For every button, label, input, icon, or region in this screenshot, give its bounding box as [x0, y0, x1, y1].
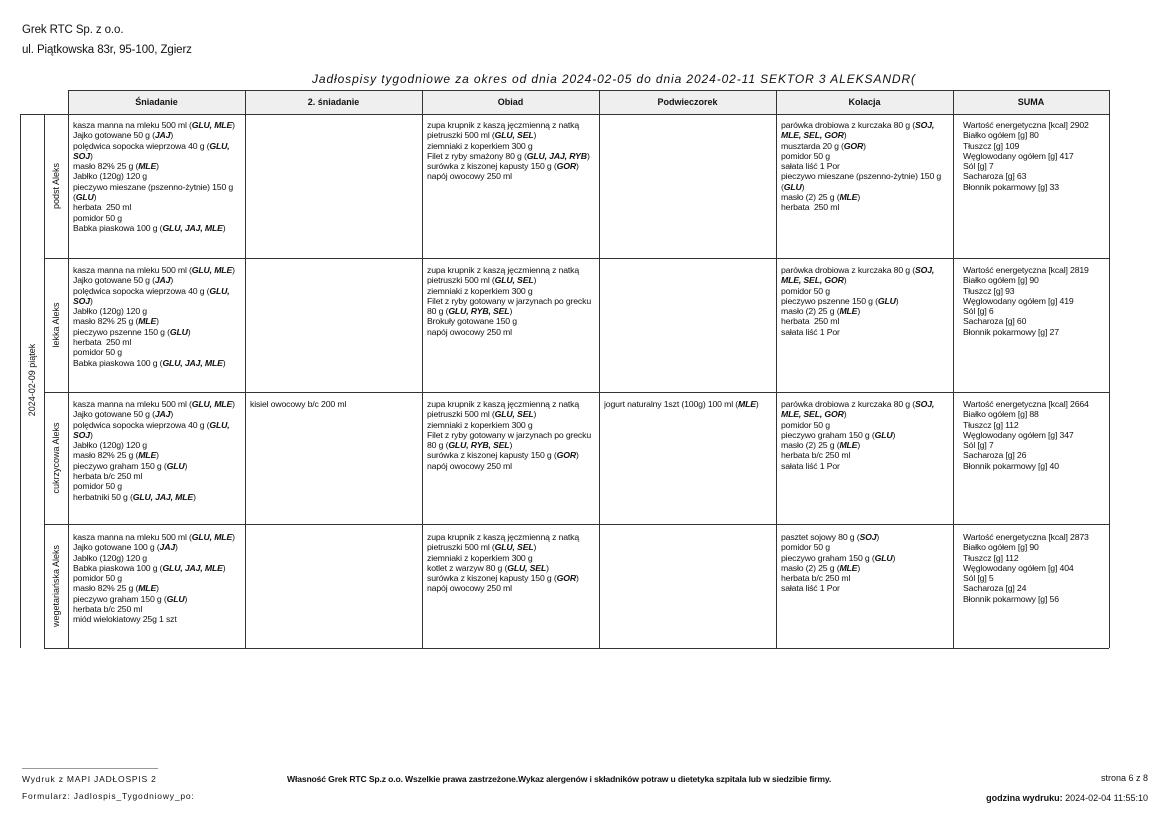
footer-divider [22, 768, 158, 769]
company-address: ul. Piątkowska 83r, 95-100, Zgierz [22, 44, 192, 56]
meal-cell-kolacja: parówka drobiowa z kurczaka 80 g (SOJ, MLE, SEL, GOR) musztarda 20 g (GOR) pomidor 50 g sałata liść 1 Por pieczywo mieszane (pszenno-żytnie) 150 g (GLU) masło (2) 25 g (MLE) herbata 250 ml [781, 120, 942, 213]
footer-form-name: Formularz: Jadlospis_Tygodniowy_po: [22, 791, 195, 801]
nutrition-summary: Wartość energetyczna [kcal] 2873 Białko ogółem [g] 90 Tłuszcz [g] 112 Węglowodany ogółem [g] 404 Sól [g] 5 Sacharoza [g] 24 Błonnik pokarmowy [g] 56 [963, 532, 1089, 604]
document-title: Jadłospisy tygodniowe za okres od dnia 2024-02-05 do dnia 2024-02-11 SEKTOR 3 ALEKSANDR( [312, 72, 916, 86]
meal-cell-kolacja: parówka drobiowa z kurczaka 80 g (SOJ, MLE, SEL, GOR) pomidor 50 g pieczywo pszenne 150 g (GLU) masło (2) 25 g (MLE) herbata 250 ml sałata liść 1 Por [781, 265, 937, 337]
col-header-suma: SUMA [953, 90, 1109, 114]
meal-cell-drugie [250, 120, 423, 258]
col-header-podwieczorek: Podwieczorek [599, 90, 776, 114]
meal-cell-obiad: zupa krupnik z kaszą jęczmienną z natką pietruszki 500 ml (GLU, SEL) ziemniaki z koperkiem 300 g kotlet z warzyw 80 g (GLU, SEL) surówka z kiszonej kapusty 150 g (GOR) napój owocowy 250 ml [427, 532, 582, 594]
meal-cell-sniadanie: kasza manna na mleku 500 ml (GLU, MLE) Jajko gotowane 50 g (JAJ) polędwica sopocka wieprzowa 40 g (GLU, SOJ) Jabłko (120g) 120 g masło 82% 25 g (MLE) pieczywo pszenne 150 g (GLU) herbata 250 ml pomidor 50 g Babka piaskowa 100 g (GLU, JAJ, MLE) [73, 265, 235, 368]
col-header-sniadanie: Śniadanie [68, 90, 245, 114]
diet-label: lekka Aleks [51, 302, 61, 348]
footer-print-source: Wydruk z MAPI JADŁOSPIS 2 [22, 774, 157, 784]
diet-label: wegetariańska Aleks [51, 544, 61, 628]
col-header-drugie-sniadanie: 2. śniadanie [245, 90, 422, 114]
meal-cell-drugie [250, 265, 423, 392]
meal-cell-podwieczorek [604, 120, 777, 258]
date-label: 2024-02-09 piątek [27, 343, 37, 417]
meal-cell-kolacja: parówka drobiowa z kurczaka 80 g (SOJ, MLE, SEL, GOR) pomidor 50 g pieczywo graham 150 g (GLU) masło (2) 25 g (MLE) herbata b/c 250 ml sałata liść 1 Por [781, 399, 937, 471]
meal-cell-obiad: zupa krupnik z kaszą jęczmienną z natką pietruszki 500 ml (GLU, SEL) ziemniaki z koperkiem 300 g Filet z ryby smażony 80 g (GLU, JAJ, RYB) surówka z kiszonej kapusty 150 g (GOR) napój owocowy 250 ml [427, 120, 590, 182]
nutrition-summary: Wartość energetyczna [kcal] 2819 Białko ogółem [g] 90 Tłuszcz [g] 93 Węglowodany ogółem [g] 419 Sól [g] 6 Sacharoza [g] 60 Błonnik pokarmowy [g] 27 [963, 265, 1089, 337]
meal-cell-podwieczorek: jogurt naturalny 1szt (100g) 100 ml (MLE) [604, 399, 759, 409]
print-time-value: 2024-02-04 11:55:10 [1065, 793, 1148, 803]
col-header-obiad: Obiad [422, 90, 599, 114]
meal-cell-drugie: kisiel owocowy b/c 200 ml [250, 399, 347, 409]
print-time-label: godzina wydruku: [986, 793, 1063, 803]
meal-cell-obiad: zupa krupnik z kaszą jęczmienną z natką pietruszki 500 ml (GLU, SEL) ziemniaki z koperkiem 300 g Filet z ryby gotowany w jarzynach po grecku 80 g (GLU, RYB, SEL) Brokuły gotowane 150 g napój owocowy 250 ml [427, 265, 591, 337]
nutrition-summary: Wartość energetyczna [kcal] 2664 Białko ogółem [g] 88 Tłuszcz [g] 112 Węglowodany ogółem [g] 347 Sól [g] 7 Sacharoza [g] 26 Błonnik pokarmowy [g] 40 [963, 399, 1089, 471]
diet-label: podst Aleks [51, 162, 61, 210]
page-number: strona 6 z 8 [1100, 773, 1148, 783]
company-name: Grek RTC Sp. z o.o. [22, 24, 124, 36]
meal-cell-drugie [250, 532, 423, 648]
footer-ownership-notice: Własność Grek RTC Sp.z o.o. Wszelkie prawa zastrzeżone.Wykaz alergenów i składników potraw u dietetyka szpitala lub w siedzibie firmy. [287, 774, 832, 784]
meal-cell-sniadanie: kasza manna na mleku 500 ml (GLU, MLE) Jajko gotowane 100 g (JAJ) Jabłko (120g) 120 g Babka piaskowa 100 g (GLU, JAJ, MLE) pomidor 50 g masło 82% 25 g (MLE) pieczywo graham 150 g (GLU) herbata b/c 250 ml miód wielokiatowy 25g 1 szt [73, 532, 235, 625]
print-time [986, 793, 1148, 803]
nutrition-summary: Wartość energetyczna [kcal] 2902 Białko ogółem [g] 80 Tłuszcz [g] 109 Węglowodany ogółem [g] 417 Sól [g] 7 Sacharoza [g] 63 Błonnik pokarmowy [g] 33 [963, 120, 1089, 192]
meal-cell-sniadanie: kasza manna na mleku 500 ml (GLU, MLE) Jajko gotowane 50 g (JAJ) polędwica sopocka wieprzowa 40 g (GLU, SOJ) masło 82% 25 g (MLE) Jabłko (120g) 120 g pieczywo mieszane (pszenno-żytnie) 150 g (GLU) herbata 250 ml pomidor 50 g Babka piaskowa 100 g (GLU, JAJ, MLE) [73, 120, 235, 233]
meal-cell-podwieczorek [604, 265, 777, 392]
diet-label: cukrzycowa Aleks [51, 422, 61, 494]
meal-cell-podwieczorek [604, 532, 777, 648]
meal-cell-kolacja: pasztet sojowy 80 g (SOJ) pomidor 50 g pieczywo graham 150 g (GLU) masło (2) 25 g (MLE) herbata b/c 250 ml sałata liść 1 Por [781, 532, 896, 594]
meal-cell-sniadanie: kasza manna na mleku 500 ml (GLU, MLE) Jajko gotowane 50 g (JAJ) polędwica sopocka wieprzowa 40 g (GLU, SOJ) Jabłko (120g) 120 g masło 82% 25 g (MLE) pieczywo graham 150 g (GLU) herbata b/c 250 ml pomidor 50 g herbatniki 50 g (GLU, JAJ, MLE) [73, 399, 235, 502]
meal-cell-obiad: zupa krupnik z kaszą jęczmienną z natką pietruszki 500 ml (GLU, SEL) ziemniaki z koperkiem 300 g Filet z ryby gotowany w jarzynach po grecku 80 g (GLU, RYB, SEL) surówka z kiszonej kapusty 150 g (GOR) napój owocowy 250 ml [427, 399, 591, 471]
col-header-kolacja: Kolacja [776, 90, 953, 114]
